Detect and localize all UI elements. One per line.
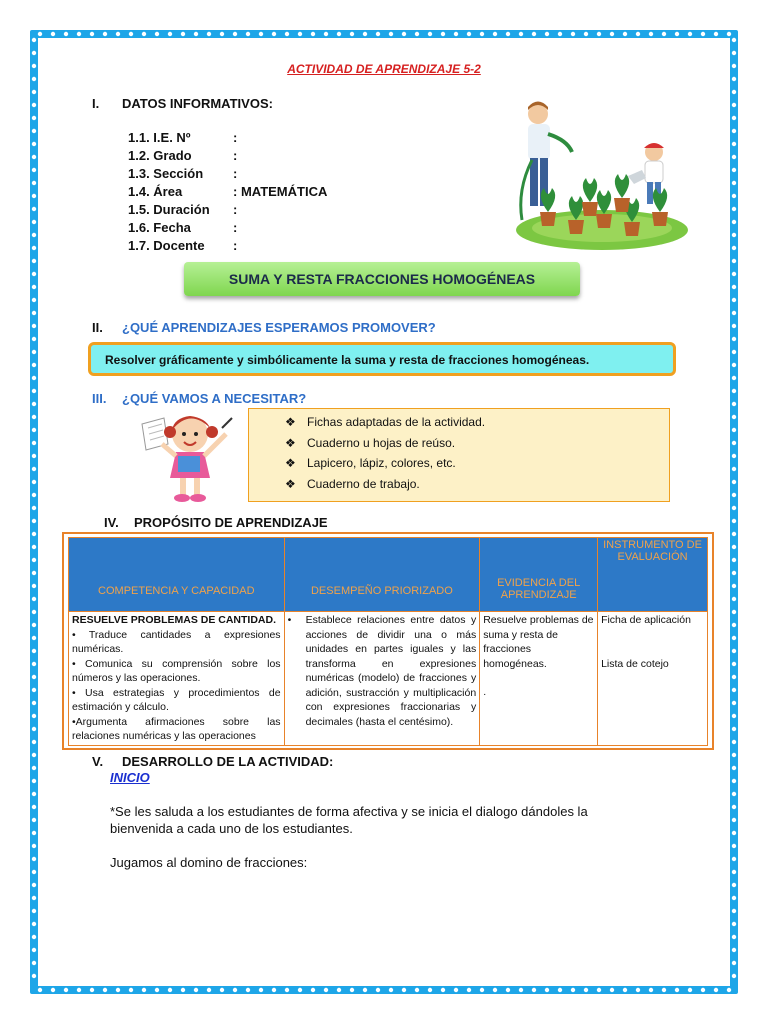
- info-row-docente: 1.7. Docente :: [128, 238, 238, 253]
- list-item: ❖ Cuaderno de trabajo.: [285, 476, 420, 491]
- section-2-heading: [92, 320, 436, 335]
- section-5-label: DESARROLLO DE LA ACTIVIDAD:: [122, 754, 334, 769]
- diamond-bullet-icon: ❖: [285, 476, 296, 491]
- header-instrumento: INSTRUMENTO DE EVALUACIÓN: [598, 538, 708, 612]
- plant-pot: [614, 174, 630, 212]
- section-4-heading: [104, 515, 328, 530]
- purpose-table-frame: [62, 532, 714, 750]
- section-1-label: DATOS INFORMATIVOS:: [122, 96, 273, 111]
- topic-banner: SUMA Y RESTA FRACCIONES HOMOGÉNEAS: [184, 262, 580, 296]
- info-row-seccion: 1.3. Sección :: [128, 166, 238, 181]
- list-item: ❖ Fichas adaptadas de la actividad.: [285, 415, 486, 429]
- info-row-area: 1.4. Área : MATEMÁTICA: [128, 184, 328, 199]
- plant-pot: [582, 178, 598, 216]
- purpose-table: [68, 537, 708, 746]
- instrumento-ficha: Ficha de aplicación: [601, 614, 691, 626]
- section-2-label: ¿QUÉ APRENDIZAJES ESPERAMOS PROMOVER?: [122, 320, 436, 335]
- section-1-heading: [92, 96, 273, 111]
- evidencia-text: Resuelve problemas de suma y resta de fracciones homogéneas.: [483, 614, 594, 670]
- inicio-heading: INICIO: [110, 770, 150, 785]
- evidencia-dot: .: [483, 686, 487, 698]
- section-1-number: I.: [92, 96, 100, 111]
- section-4-number: IV.: [104, 515, 119, 530]
- section-5-number: V.: [92, 754, 104, 769]
- domino-text: Jugamos al domino de fracciones:: [110, 855, 308, 870]
- info-row-duracion: 1.5. Duración :: [128, 202, 238, 217]
- info-row-fecha: 1.6. Fecha :: [128, 220, 238, 235]
- section-4-label: PROPÓSITO DE APRENDIZAJE: [134, 515, 328, 530]
- instrumento-lista: Lista de cotejo: [601, 657, 669, 670]
- list-item: • Usa estrategias y procedimientos de estimación y cálculo.: [72, 686, 281, 713]
- section-2-number: II.: [92, 320, 103, 335]
- learning-goal-box: Resolver gráficamente y simbólicamente la suma y resta de fracciones homogéneas.: [88, 342, 676, 376]
- competencia-title: RESUELVE PROBLEMAS DE CANTIDAD.: [72, 614, 276, 626]
- document-title: ACTIVIDAD DE APRENDIZAJE 5-2: [287, 62, 481, 76]
- list-item: • Comunica su comprensión sobre los números y las operaciones.: [72, 657, 281, 684]
- intro-paragraph: *Se les saluda a los estudiantes de forma afectiva y se inicia el dialogo dándoles la bienvenida a cada uno de los estudiantes.: [110, 804, 588, 836]
- list-item: ❖ Lapicero, lápiz, colores, etc.: [285, 456, 456, 470]
- header-evidencia: EVIDENCIA DEL APRENDIZAJE: [480, 538, 598, 612]
- bullet-icon: •: [287, 614, 292, 626]
- list-item: • Traduce cantidades a expresiones numéricas.: [72, 628, 281, 655]
- materials-list: [248, 408, 670, 502]
- cell-competencia: [69, 612, 285, 746]
- diamond-bullet-icon: ❖: [285, 435, 296, 450]
- header-competencia: COMPETENCIA Y CAPACIDAD: [69, 538, 285, 612]
- girl-with-paper-illustration: [136, 404, 240, 504]
- list-item: •Argumenta afirmaciones sobre las relaciones numéricas y las operaciones: [72, 715, 281, 742]
- diamond-bullet-icon: ❖: [285, 456, 296, 470]
- cell-desempeno: [284, 612, 480, 746]
- section-3-label: ¿QUÉ VAMOS A NECESITAR?: [122, 391, 307, 406]
- info-row-ie: 1.1. I.E. Nº :: [128, 130, 238, 145]
- header-desempeno: DESEMPEÑO PRIORIZADO: [284, 538, 480, 612]
- cell-evidencia: [480, 612, 598, 746]
- cell-instrumento: [598, 612, 708, 746]
- plant-pot: [596, 190, 612, 228]
- info-row-grado: 1.2. Grado :: [128, 148, 238, 163]
- desempeno-text: Establece relaciones entre datos y acciones de dividir una o más unidades en partes iguales y las transforma en expresiones numéricas (modelo) de fracciones y adición, sustracción y multiplicación con expresiones fraccionarias y decimales (hasta el centésimo).: [305, 614, 477, 728]
- section-5-heading: [92, 754, 333, 769]
- kids-watering-plants-illustration: [512, 100, 688, 252]
- list-item: ❖ Cuaderno u hojas de reúso.: [285, 435, 456, 450]
- section-3-number: III.: [92, 391, 107, 406]
- diamond-bullet-icon: ❖: [285, 415, 296, 429]
